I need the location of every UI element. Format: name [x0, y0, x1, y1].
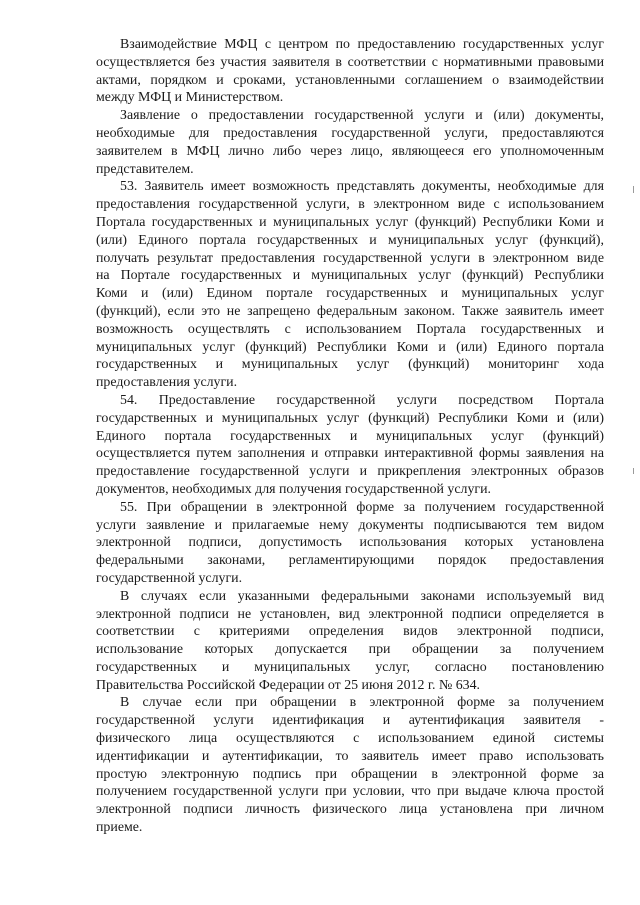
text-line: государственной услуги идентификация и аутентификация заявителя -: [96, 713, 604, 729]
text-line: Заявление о предоставлении государственной услуги и (или) документы,: [120, 108, 604, 124]
paragraph-clause-55: [96, 499, 604, 588]
text-line: 54. Предоставление государственной услуги посредством Портала: [120, 392, 604, 408]
text-line: услуги заявление и прилагаемые нему документы подписываются тем видом: [96, 517, 604, 533]
text-line: предоставления государственной услуги, в электронном виде с использованием: [96, 197, 604, 213]
text-line: физического лица осуществляются с использованием единой системы: [96, 731, 604, 747]
text-line: приеме.: [96, 820, 143, 836]
text-line: Единого портала государственных и муниципальных услуг (функций): [96, 428, 604, 444]
text-line: муниципальных услуг (функций) Республики Коми и (или) Единого портала: [96, 339, 604, 355]
text-line: Правительства Российской Федерации от 25 июня 2012 г. № 634.: [96, 677, 481, 693]
text-line: осуществляется путем заполнения и отправки интерактивной формы заявления на: [96, 446, 604, 462]
text-line: между МФЦ и Министерством.: [96, 90, 284, 106]
text-line: заявителем в МФЦ лично либо через лицо, являющееся его уполномоченным: [96, 143, 604, 159]
text-line: использование которых допускается при обращении за получением: [96, 642, 604, 658]
text-line: получением государственной услуги при условии, что при выдаче ключа простой: [96, 784, 604, 800]
scan-margin-mark: [633, 468, 634, 474]
text-line: государственной услуги.: [96, 570, 243, 586]
paragraph-clause-54: [96, 392, 604, 499]
text-line: (функций), если это не запрещено федеральным законом. Также заявитель имеет: [96, 303, 604, 319]
text-line: необходимые для предоставления государственной услуги, предоставляются: [96, 125, 604, 141]
paragraph-interaction-mfc: [96, 36, 604, 107]
paragraph-simple-signature: [96, 694, 604, 836]
text-line: Взаимодействие МФЦ с центром по предоставлению государственных услуг: [120, 37, 604, 52]
text-line: соответствии с критериями определения видов электронной подписи,: [96, 624, 604, 640]
text-line: возможность осуществлять с использованием Портала государственных и: [96, 321, 604, 337]
text-line: государственных и муниципальных услуг (функций) мониторинг хода: [96, 357, 604, 373]
text-line: федеральными законами, регламентирующими порядок предоставления: [96, 553, 604, 569]
text-line: 55. При обращении в электронной форме за получением государственной: [120, 499, 604, 515]
text-line: идентификации и аутентификации, то заявитель имеет право использовать: [96, 748, 604, 764]
text-line: получать результат предоставления государственной услуги в электронном виде: [96, 250, 604, 266]
text-line: 53. Заявитель имеет возможность представлять документы, необходимые для: [120, 179, 604, 195]
text-line: предоставление государственной услуги и прикрепления электронных образов: [96, 464, 604, 480]
text-line: государственных и муниципальных услуг, согласно постановлению: [96, 659, 604, 675]
text-line: В случаях если указанными федеральными законами используемый вид: [120, 588, 604, 604]
text-line: Портала государственных и муниципальных услуг (функций) Республики Коми и: [96, 214, 604, 230]
text-line: В случае если при обращении в электронной форме за получением: [120, 695, 604, 711]
text-line: осуществляется без участия заявителя в соответствии с нормативными правовыми: [96, 54, 604, 70]
text-line: электронной подписи, допустимость использования которых установлена: [96, 535, 604, 551]
text-line: предоставления услуги.: [96, 375, 238, 391]
text-line: (или) Единого портала государственных и муниципальных услуг (функций),: [96, 232, 604, 248]
text-line: простую электронную подпись при обращении в электронной форме за: [96, 766, 604, 782]
scan-margin-mark: [633, 186, 634, 193]
paragraph-clause-53: [96, 178, 604, 392]
text-line: государственных и муниципальных услуг (функций) Республики Коми и (или): [96, 410, 604, 426]
document-body: [96, 36, 604, 837]
paragraph-application-submission: [96, 107, 604, 178]
text-line: представителем.: [96, 161, 194, 177]
text-line: документов, необходимых для получения государственной услуги.: [96, 481, 492, 497]
paragraph-signature-type: [96, 588, 604, 695]
text-line: на Портале государственных и муниципальных услуг (функций) Республики: [96, 268, 604, 284]
text-line: Коми и (или) Едином портале государственных и муниципальных услуг: [96, 286, 604, 302]
text-line: электронной подписи не установлен, вид электронной подписи определяется в: [96, 606, 604, 622]
text-line: актами, порядком и сроками, установленными соглашением о взаимодействии: [96, 72, 604, 88]
text-line: электронной подписи личность физического лица установлена при личном: [96, 802, 604, 818]
